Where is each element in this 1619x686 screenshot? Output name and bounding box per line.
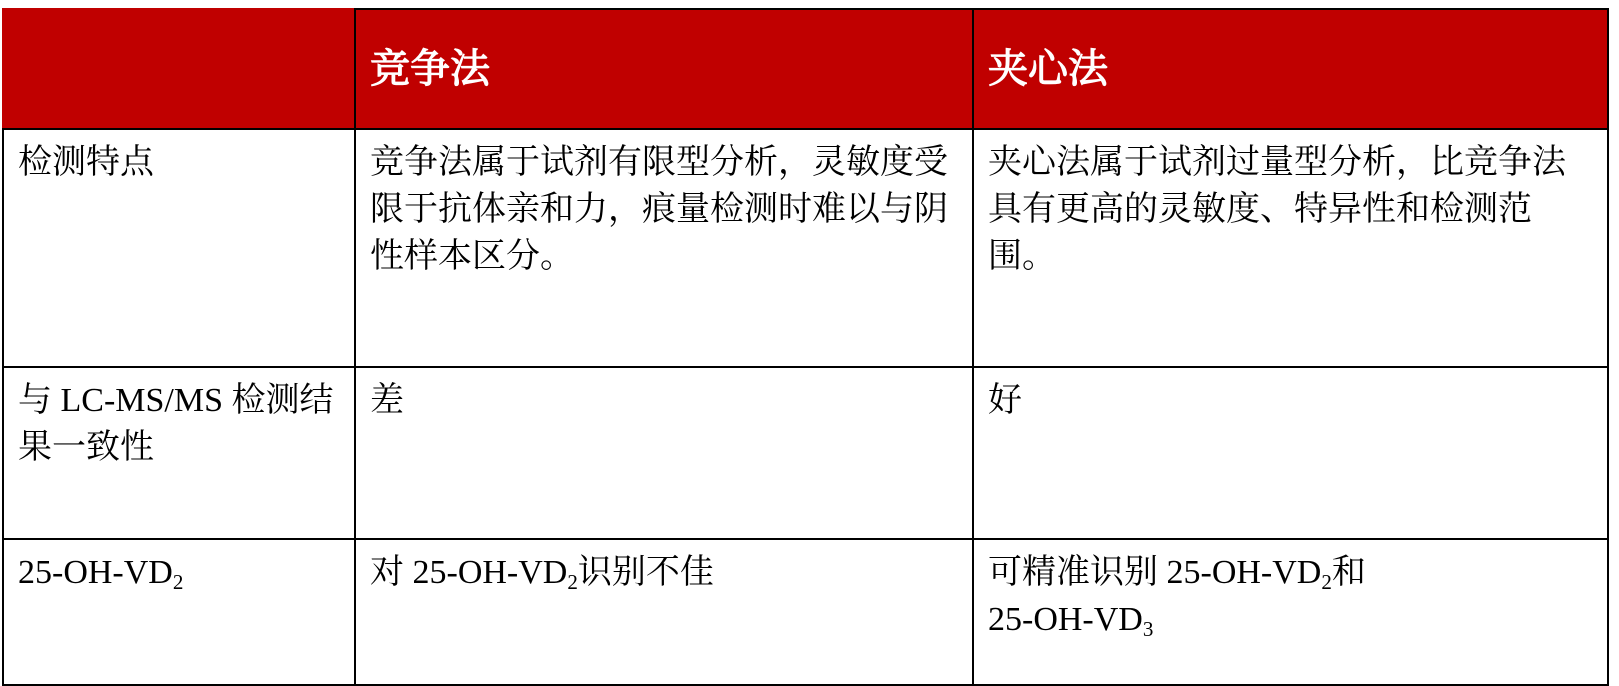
row-label-25ohvd2-subscript: 2 [172, 570, 184, 595]
table-header-row [3, 9, 1608, 129]
table-row [3, 367, 1608, 539]
cell-sandwich-lcmsms-consistency: 好 [973, 367, 1608, 539]
cell-competitive-lcmsms-consistency: 差 [355, 367, 973, 539]
cell-competitive-25ohvd2-post: 识别不佳 [577, 554, 714, 591]
comparison-table [2, 8, 1609, 686]
cell-competitive-25ohvd2-pre: 对 25-OH-VD [370, 554, 568, 591]
row-label-detection-features: 检测特点 [3, 129, 355, 367]
cell-sandwich-25ohvd2 [973, 539, 1608, 685]
row-label-lcmsms-consistency: 与 LC-MS/MS 检测结果一致性 [3, 367, 355, 539]
document-page [0, 8, 1619, 680]
cell-competitive-25ohvd2-subscript: 2 [567, 570, 578, 595]
cell-sandwich-25ohvd3-subscript: 3 [1142, 617, 1154, 642]
cell-sandwich-25ohvd3-pre: 25-OH-VD [988, 600, 1143, 638]
cell-sandwich-25ohvd2-subscript: 2 [1321, 570, 1332, 595]
cell-competitive-25ohvd2 [355, 539, 973, 685]
cell-sandwich-25ohvd2-mid: 和 [1331, 554, 1366, 591]
row-label-25ohvd2 [3, 539, 355, 685]
header-competitive-method: 竞争法 [355, 9, 973, 129]
table-row [3, 539, 1608, 685]
header-corner-cell [3, 9, 355, 129]
header-sandwich-method: 夹心法 [973, 9, 1608, 129]
cell-competitive-detection-features: 竞争法属于试剂有限型分析，灵敏度受限于抗体亲和力，痕量检测时难以与阴性样本区分。 [355, 129, 973, 367]
cell-sandwich-25ohvd2-pre: 可精准识别 25-OH-VD [988, 554, 1322, 591]
cell-sandwich-detection-features: 夹心法属于试剂过量型分析，比竞争法具有更高的灵敏度、特异性和检测范围。 [973, 129, 1608, 367]
table-row [3, 129, 1608, 367]
row-label-25ohvd2-text: 25-OH-VD [18, 554, 173, 591]
